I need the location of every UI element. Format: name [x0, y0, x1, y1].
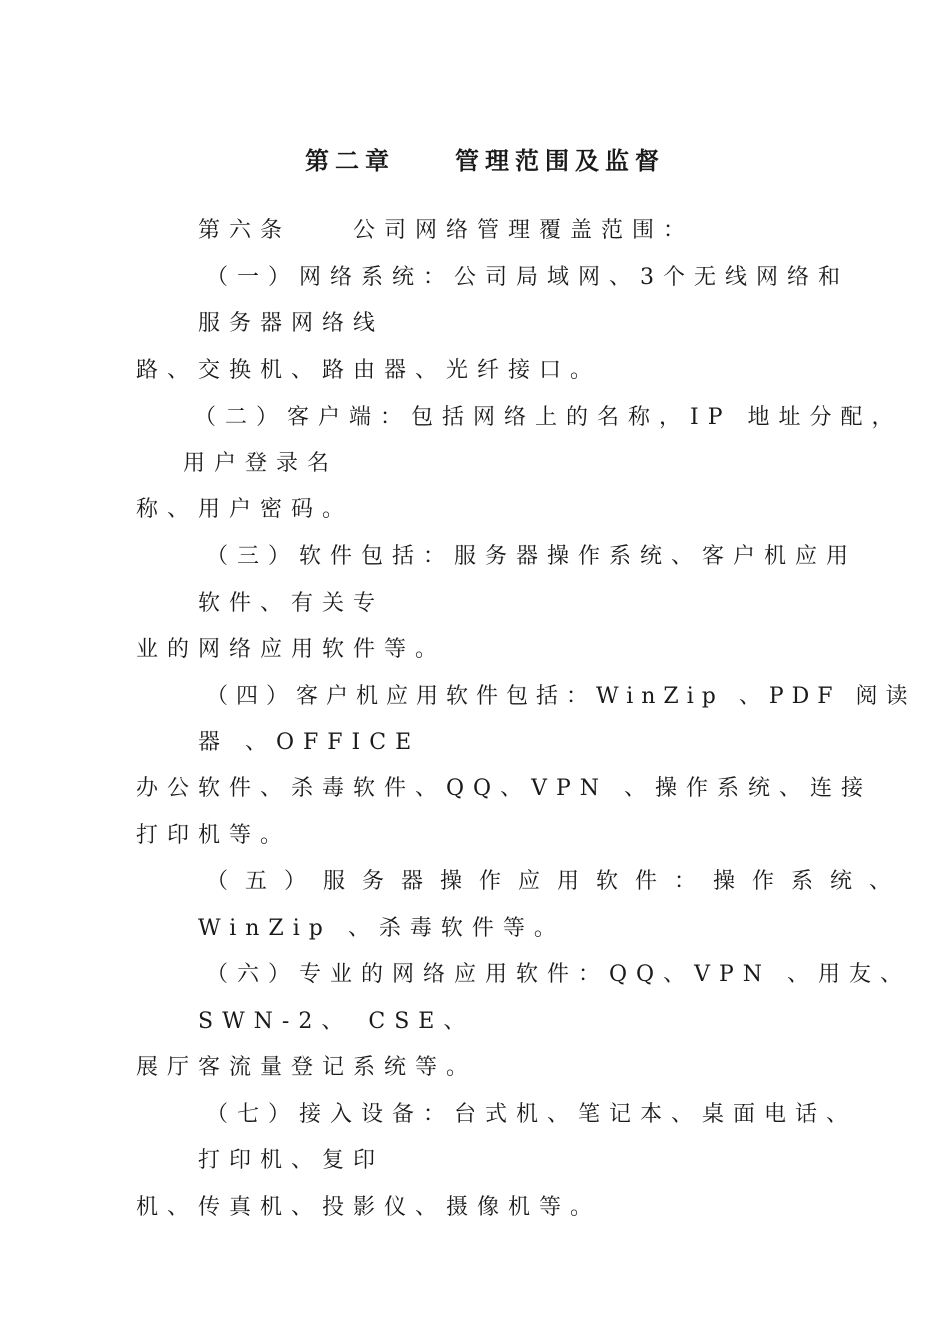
item-3-line-3: 业的网络应用软件等。	[136, 637, 447, 662]
item-5-line-2: WinZip 、杀毒软件等。	[198, 916, 565, 941]
item-6-line-2: SWN-2、 CSE、	[198, 1009, 475, 1034]
item-7-line-2: 打印机、复印	[198, 1148, 385, 1173]
item-6-line-3: 展厅客流量登记系统等。	[136, 1055, 478, 1080]
item-5-line-1: （五）服务器操作应用软件：操作系统、	[206, 869, 909, 894]
item-1-line-3: 路、交换机、路由器、光纤接口。	[136, 358, 602, 383]
item-4-line-3: 办公软件、杀毒软件、QQ、VPN 、操作系统、连接	[136, 776, 873, 801]
item-4-line-2: 器 、OFFICE	[198, 730, 421, 755]
item-3-line-1: （三）软件包括：服务器操作系统、客户机应用	[206, 544, 858, 569]
item-7-line-3: 机、传真机、投影仪、摄像机等。	[136, 1195, 602, 1220]
item-3-line-2: 软件、有关专	[198, 591, 385, 616]
item-2-line-1: （二）客户端：包括网络上的名称，IP 地址分配，	[194, 405, 903, 430]
item-2-line-3: 称、用户密码。	[136, 497, 354, 522]
item-7-line-1: （七）接入设备：台式机、笔记本、桌面电话、	[206, 1102, 858, 1127]
chapter-title: 第二章 管理范围及监督	[305, 146, 665, 175]
item-6-line-1: （六）专业的网络应用软件：QQ、VPN 、用友、	[206, 962, 912, 987]
item-4-line-1: （四）客户机应用软件包括：WinZip 、PDF 阅读	[206, 684, 916, 709]
item-4-line-4: 打印机等。	[136, 823, 292, 848]
article-six-heading: 第六条 公司网络管理覆盖范围：	[198, 218, 695, 243]
item-1-line-1: （一）网络系统：公司局域网、3个无线网络和	[206, 265, 849, 290]
item-1-line-2: 服务器网络线	[198, 311, 385, 336]
item-2-line-2: 用户登录名	[183, 451, 339, 476]
